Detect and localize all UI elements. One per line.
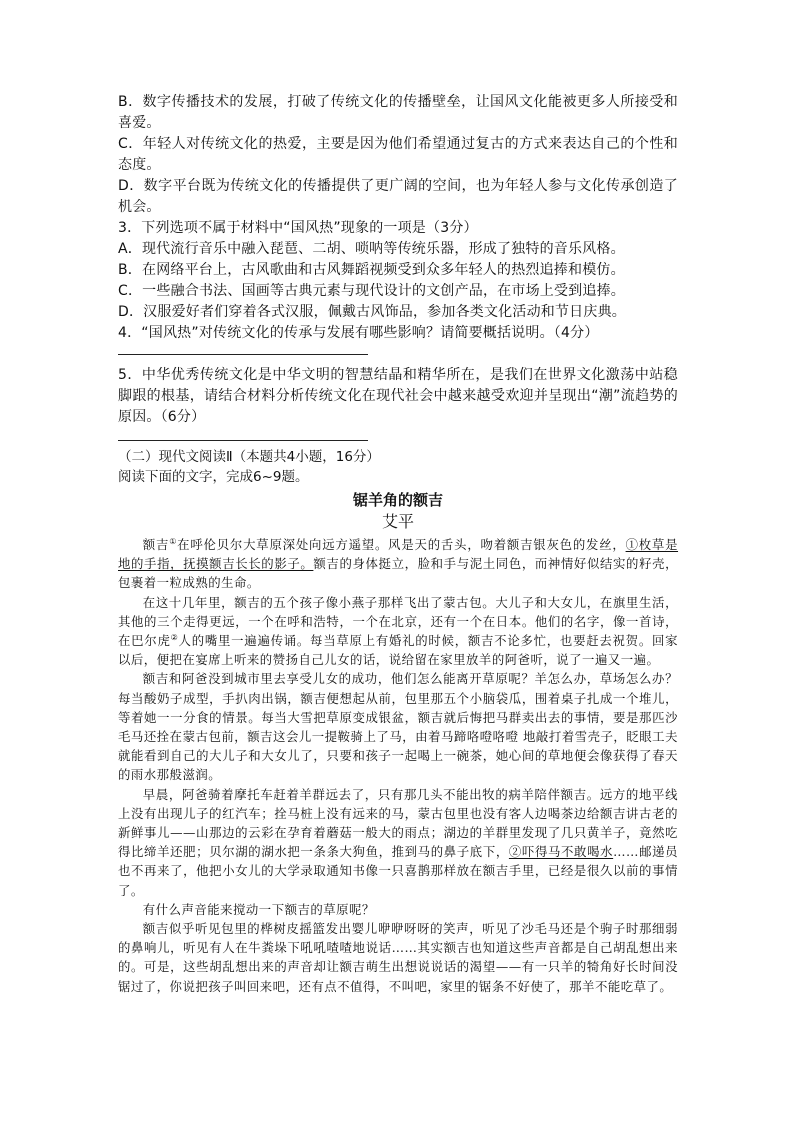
paragraph-1: 额吉①在呼伦贝尔大草原深处向远方遥望。风是天的舌头，吻着额吉银灰色的发丝，①枚草是地的手指，抚摸额吉长长的影子。额吉的身体挺立，脸和手与泥土同色，而神情好似结实的籽壳，包裹着一粒成熟的生命。 xyxy=(118,536,679,591)
option-3b: B．在网络平台上，古风歌曲和古风舞蹈视频受到众多年轻人的热烈追捧和模仿。 xyxy=(118,262,625,278)
option-3d: D．汉服爱好者们穿着各式汉服，佩戴古风饰品，参加各类文化活动和节日庆典。 xyxy=(118,304,626,320)
answer-line-q5 xyxy=(118,440,368,441)
footnote-marker-1: ① xyxy=(169,536,178,546)
option-2d: D．数字平台既为传统文化的传播提供了更广阔的空间，也为年轻人参与文化传承创造了机会。 xyxy=(118,178,678,215)
option-2b: B．数字传播技术的发展，打破了传统文化的传播壁垒，让国风文化能被更多人所接受和喜爱。 xyxy=(118,94,678,131)
footnote-marker-2: ② xyxy=(170,632,179,642)
option-2c: C．年轻人对传统文化的热爱，主要是因为他们希望通过复古的方式来表达自己的个性和态度。 xyxy=(118,136,678,173)
option-3a: A．现代流行音乐中融入琵琶、二胡、唢呐等传统乐器，形成了独特的音乐风格。 xyxy=(118,241,625,257)
question-4: 4．“国风热”对传统文化的传承与发展有哪些影响？请简要概括说明。（4分） xyxy=(118,325,599,341)
paragraph-2: 在这十几年里，额吉的五个孩子像小燕子那样飞出了蒙古包。大儿子和大女儿，在旗里生活，其他的三个走得更远，一个在呼和浩特，一个在北京，还有一个在日本。他们的名字，像一首诗，在巴尔虎②人的嘴里一遍遍传诵。每当草原上有婚礼的时候，额吉不论多忙，也要赶去祝贺。回家以后，便把在宴席上听来的赞扬自己儿女的话，说给留在家里放羊的阿爸听，说了一遍又一遍。 xyxy=(118,594,679,668)
option-3c: C．一些融合书法、国画等古典元素与现代设计的文创产品，在市场上受到追捧。 xyxy=(118,283,625,299)
section-heading: （二）现代文阅读Ⅱ（本题共4小题，16分） xyxy=(118,449,380,465)
exam-page xyxy=(118,92,678,996)
answer-line-q4 xyxy=(118,354,368,355)
underlined-sentence-1: ①枚草是地的手指，抚摸额吉长长的影子。 xyxy=(118,537,679,572)
question-3-stem: 3．下列选项不属于材料中“国风热”现象的一项是（3分） xyxy=(118,220,478,236)
underlined-sentence-2: ②吓得马不敢喝水 xyxy=(508,844,614,860)
paragraph-3: 额吉和阿爸没到城市里去享受儿女的成功，他们怎么能离开草原呢？羊怎么办，草场怎么办？每当酸奶子成型，手扒肉出锅，额吉便想起从前，包里那五个小脑袋瓜，围着桌子扎成一个堆儿，等着她一一分食的情景。每当大雪把草原变成银盆，额吉就后悔把马群卖出去的事情，要是那匹沙毛马还拴在蒙古包前，额吉这会儿一提鞍骑上了马，由着马蹄咯噔咯噔 地敲打着雪壳子，眨眼工夫就能看到自己的大儿子和大女儿了，只要和孩子一起喝上一碗茶，她心间的草地便会像获得了春天的雨水那般滋润。 xyxy=(118,671,678,783)
paragraph-4: 早晨，阿爸骑着摩托车赶着羊群远去了，只有那几头不能出牧的病羊陪伴额吉。远方的地平线上没有出现儿子的红汽车；拴马桩上没有远来的马，蒙古包里也没有客人边喝茶边给额吉讲古老的新鲜事儿——山那边的云彩在孕育着蘑菇一般大的雨点；湖边的羊群里发现了几只黄羊子，竟然吃得比缔羊还肥；贝尔湖的湖水把一条条大狗鱼，推到马的鼻子底下，②吓得马不敢喝水……邮递员也不再来了，他把小女儿的大学录取通知书像一只喜鹊那样放在额吉手里，已经是很久以前的事情了。 xyxy=(118,786,679,898)
paragraph-5: 有什么声音能来搅动一下额吉的草原呢？ xyxy=(142,901,375,917)
section-instruction: 阅读下面的文字，完成6~9题。 xyxy=(118,469,309,485)
passage-author: 艾平 xyxy=(381,512,414,531)
question-5: 5．中华优秀传统文化是中华文明的智慧结晶和精华所在，是我们在世界文化激荡中站稳脚跟的根基，请结合材料分析传统文化在现代社会中越来越受欢迎并呈现出“潮”流趋势的原因。（6分） xyxy=(118,367,678,425)
paragraph-6: 额吉似乎听见包里的桦树皮摇篮发出婴儿咿咿呀呀的笑声，听见了沙毛马还是个驹子时那细弱的鼻响儿，听见有人在牛粪垛下吼吼喳喳地说话……其实额吉也知道这些声音都是自己胡乱想出来的。可是，这些胡乱想出来的声音却让额吉萌生出想说说话的渴望——有一只羊的犄角好长时间没锯过了，你说把孩子叫回来吧，还有点不值得，不叫吧，家里的锯条不好使了，那羊不能吃草了。 xyxy=(118,921,678,994)
passage-title: 锯羊角的额吉 xyxy=(352,491,443,509)
